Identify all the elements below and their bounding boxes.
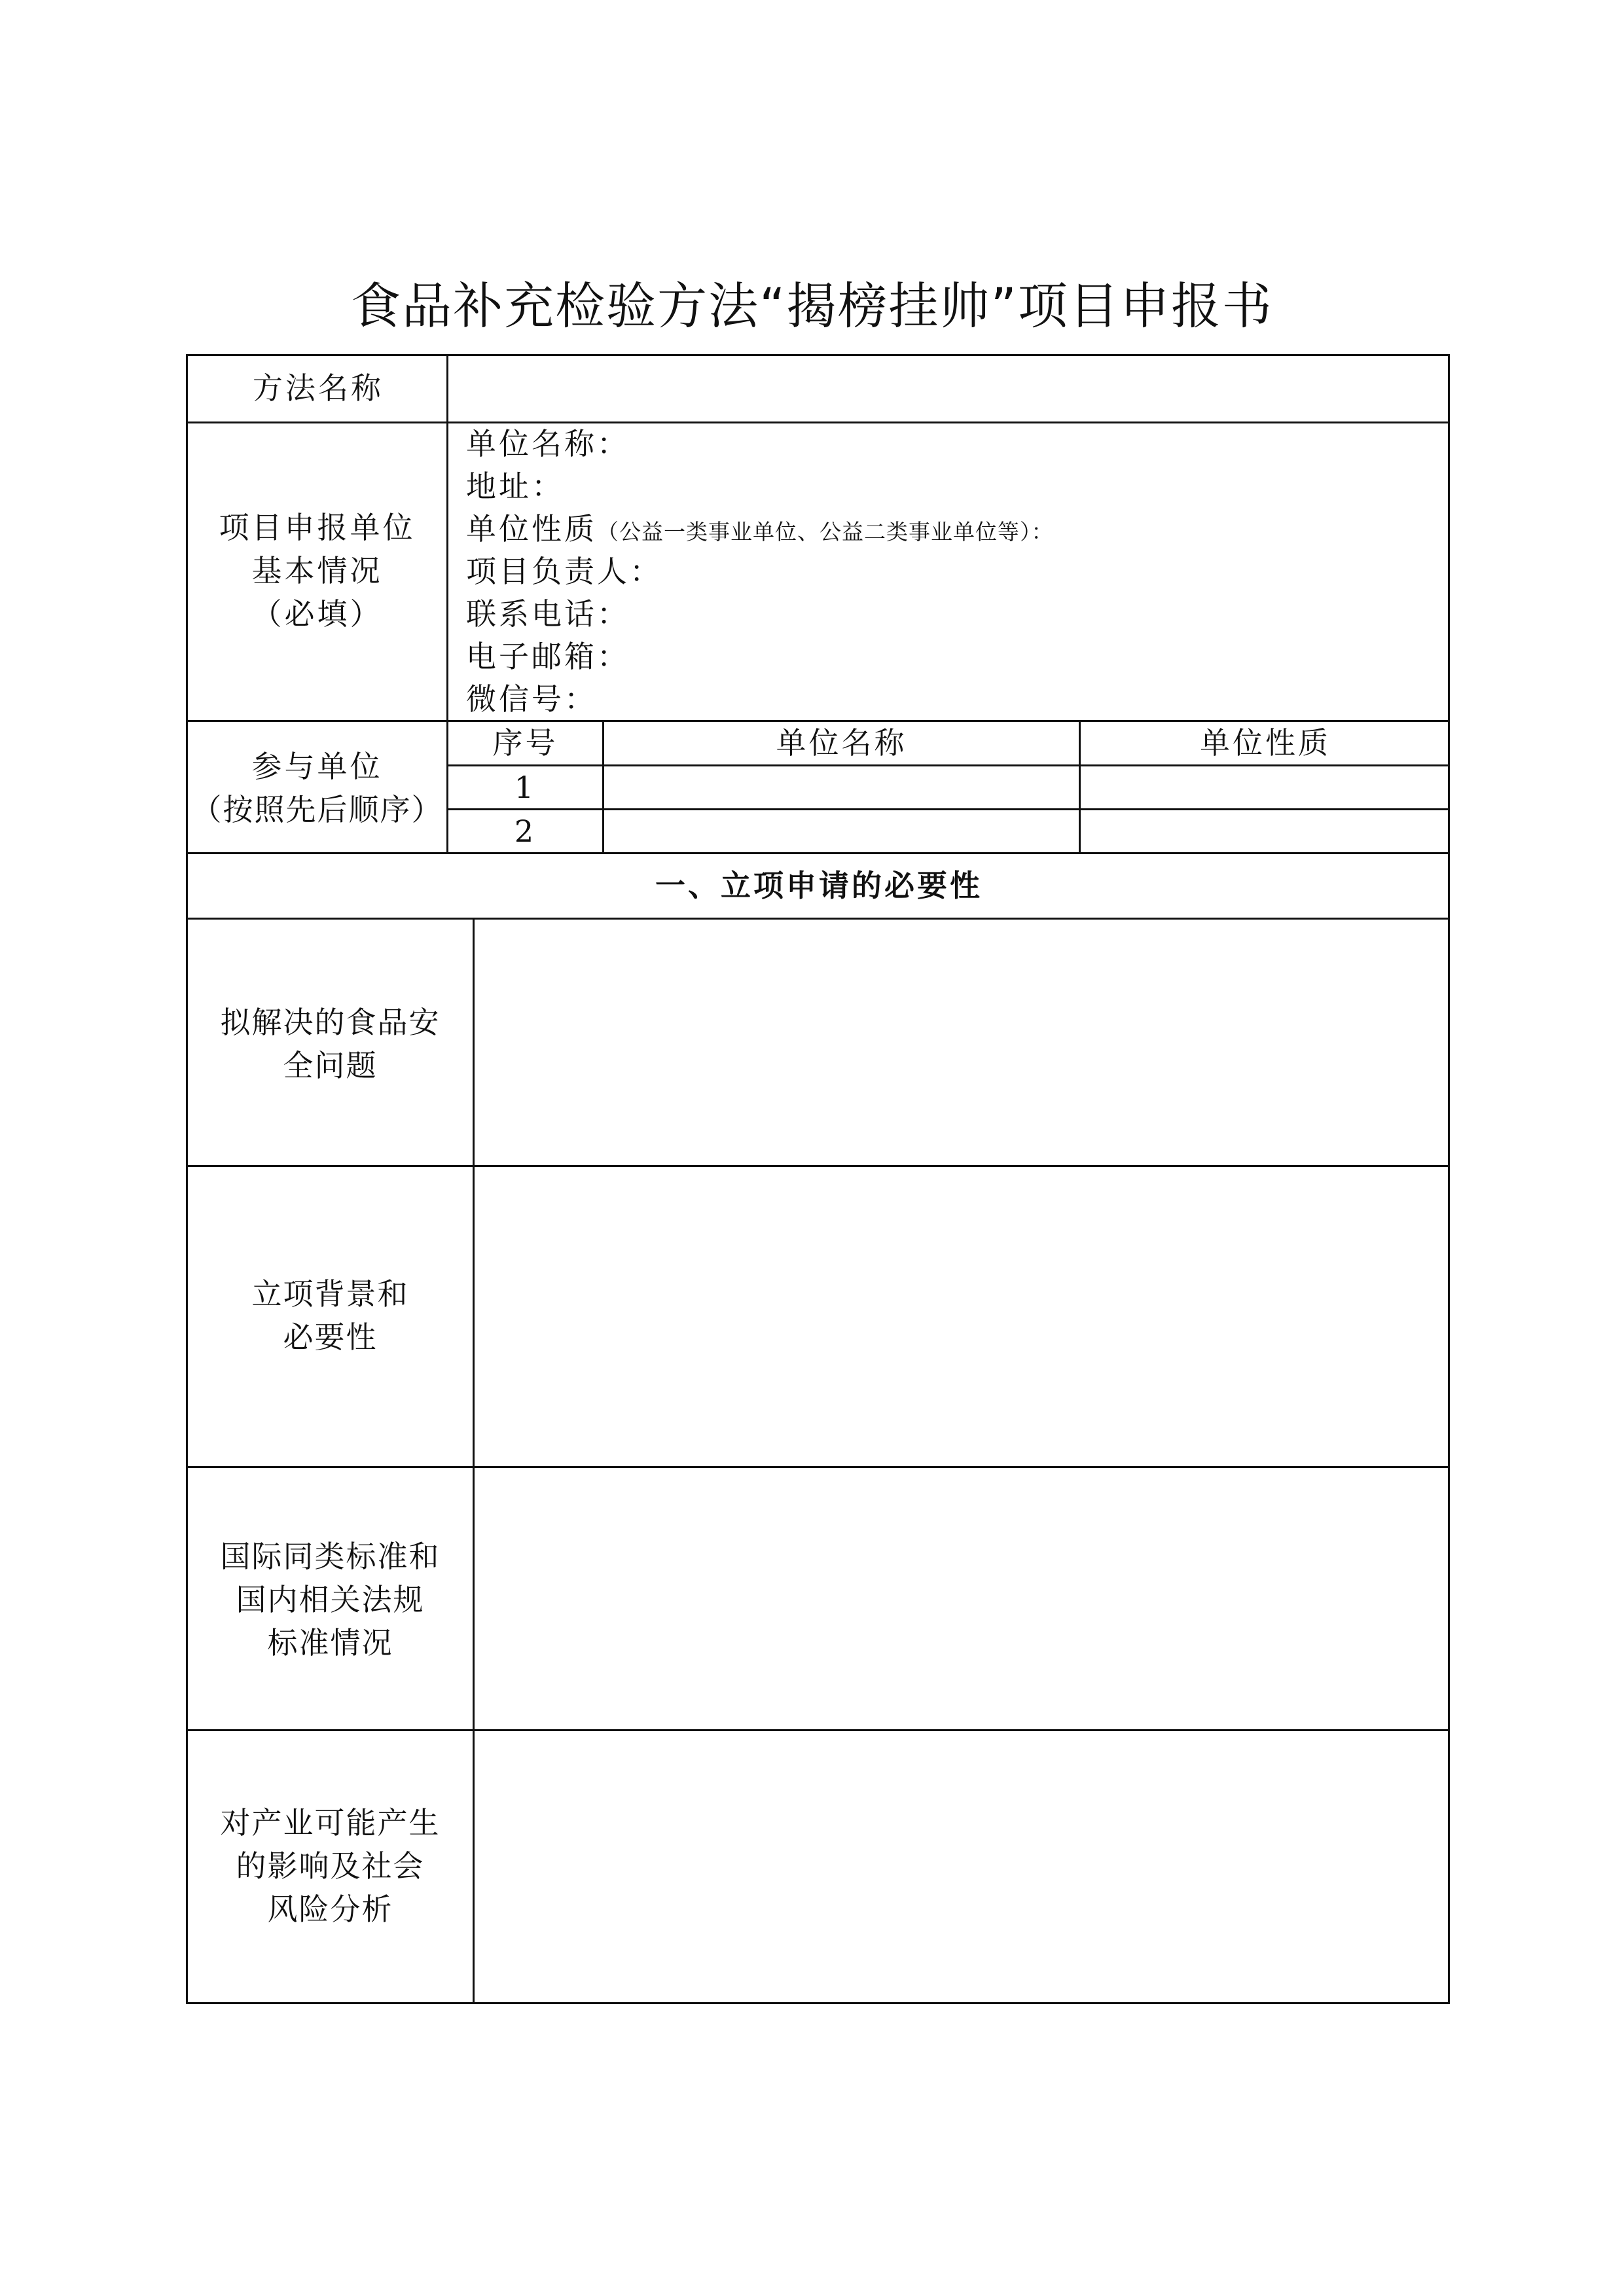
participants-header-nature: 单位性质 [1200, 725, 1331, 761]
row-divider [186, 918, 1450, 920]
participant-row-1-index: 1 [514, 770, 537, 805]
participants-label-line-2: （按照先后顺序） [191, 792, 443, 827]
background-necessity-label-line-2: 必要性 [283, 1319, 378, 1355]
wechat-field[interactable]: 微信号： [466, 681, 597, 717]
section-label-column-divider [473, 918, 475, 2004]
row-divider [186, 852, 1450, 854]
applicant-label-line-2: 基本情况 [251, 553, 383, 588]
unit-nature-note: （公益一类事业单位、公益二类事业单位等）： [597, 519, 1054, 545]
project-leader-field[interactable]: 项目负责人： [466, 554, 662, 589]
background-necessity-content[interactable] [484, 1172, 1440, 1460]
participant-row-2-nature[interactable] [1087, 810, 1443, 852]
unit-name-field[interactable]: 单位名称： [466, 426, 630, 461]
participant-row-1-name[interactable] [609, 766, 1074, 808]
standards-label-line-3: 标准情况 [267, 1625, 393, 1660]
industry-impact-label-line-3: 风险分析 [267, 1892, 393, 1927]
document-title: 食品补充检验方法“揭榜挂帅”项目申报书 [351, 277, 1273, 335]
section-1-heading: 一、立项申请的必要性 [655, 868, 983, 903]
applicant-label-line-1: 项目申报单位 [219, 510, 416, 545]
industry-impact-content[interactable] [484, 1736, 1440, 1998]
row-divider [186, 422, 1450, 423]
unit-nature-label: 单位性质 [466, 511, 597, 547]
row-divider [186, 1165, 1450, 1167]
standards-label-line-2: 国内相关法规 [236, 1582, 425, 1617]
industry-impact-label-line-2: 的影响及社会 [236, 1848, 425, 1884]
standards-content[interactable] [484, 1473, 1440, 1721]
address-field[interactable]: 地址： [466, 469, 564, 504]
row-divider [186, 1729, 1450, 1731]
food-safety-issue-content[interactable] [484, 923, 1440, 1158]
participant-row-2-name[interactable] [609, 810, 1074, 852]
standards-label-line-1: 国际同类标准和 [220, 1539, 441, 1574]
food-safety-issue-label-line-2: 全问题 [283, 1048, 378, 1083]
method-name-field[interactable] [458, 367, 1440, 410]
food-safety-issue-label-line-1: 拟解决的食品安 [220, 1005, 441, 1040]
unit-nature-field[interactable] [466, 507, 1054, 554]
phone-field[interactable]: 联系电话： [466, 596, 630, 632]
email-field[interactable]: 电子邮箱： [466, 639, 630, 674]
background-necessity-label-line-1: 立项背景和 [251, 1276, 409, 1312]
participants-header-name: 单位名称 [776, 725, 907, 761]
participant-row-2-index: 2 [514, 814, 537, 849]
participant-row-1-nature[interactable] [1087, 766, 1443, 808]
applicant-label-line-3: （必填） [251, 596, 383, 632]
industry-impact-label-line-1: 对产业可能产生 [220, 1805, 441, 1840]
row-divider [186, 1466, 1450, 1468]
participants-label-line-1: 参与单位 [251, 749, 383, 784]
participants-header-index: 序号 [492, 725, 558, 761]
method-name-label: 方法名称 [253, 370, 384, 406]
